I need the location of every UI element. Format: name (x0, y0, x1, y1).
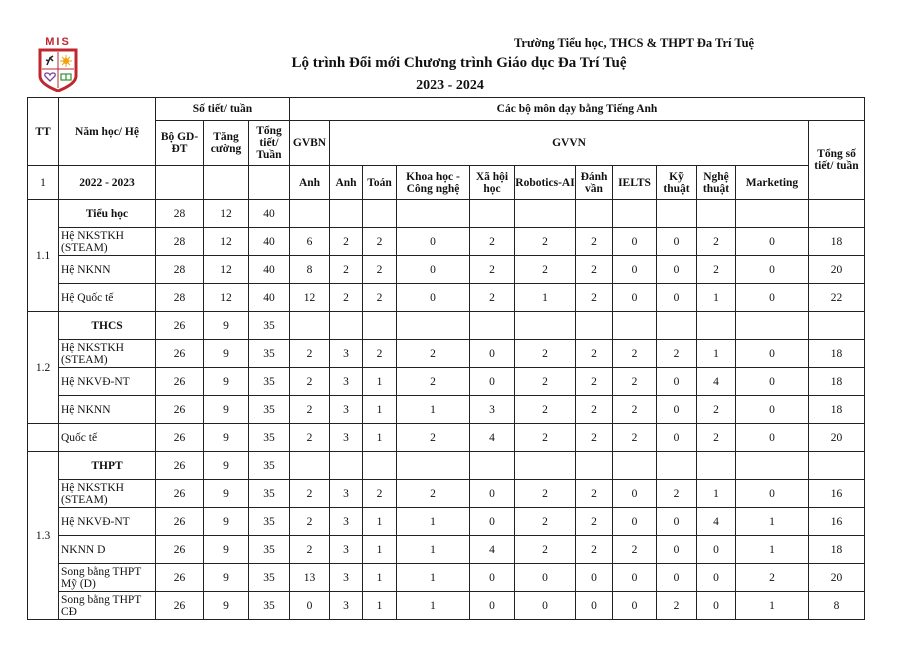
row-value: 1 (697, 480, 736, 508)
group-tc: 9 (204, 312, 249, 340)
group-blank (515, 200, 576, 228)
row-value: 2 (576, 424, 613, 452)
subject-header: Robotics-AI (515, 166, 576, 200)
group-blank (330, 452, 363, 480)
subject-header: Marketing (736, 166, 809, 200)
row-value: 2 (515, 256, 576, 284)
group-bo: 26 (156, 312, 204, 340)
row-value: 0 (515, 592, 576, 620)
group-blank (657, 312, 697, 340)
group-blank (736, 312, 809, 340)
row-bo: 28 (156, 256, 204, 284)
row-label: Hệ NKSTKH (STEAM) (59, 340, 156, 368)
row-value: 3 (330, 536, 363, 564)
subject-header: Toán (363, 166, 397, 200)
row-label: Hệ NKVĐ-NT (59, 368, 156, 396)
row-value: 2 (515, 228, 576, 256)
row-value: 0 (397, 284, 470, 312)
row-value: 1 (736, 592, 809, 620)
row-value: 2 (576, 536, 613, 564)
row-value: 8 (290, 256, 330, 284)
group-tt: 1.1 (28, 200, 59, 312)
row-value: 1 (363, 564, 397, 592)
row-tc: 9 (204, 536, 249, 564)
group-blank (697, 200, 736, 228)
row-value: 0 (470, 592, 515, 620)
subject-header: Xã hội học (470, 166, 515, 200)
row-tc: 12 (204, 284, 249, 312)
row-value: 2 (290, 508, 330, 536)
row-value: 2 (613, 368, 657, 396)
row-value: 1 (697, 284, 736, 312)
group-tc: 12 (204, 200, 249, 228)
row-label: Quốc tế (59, 424, 156, 452)
row-total: 20 (809, 256, 865, 284)
group-bo: 28 (156, 200, 204, 228)
bo-gd-header: Bộ GD-ĐT (156, 121, 204, 166)
row-value: 2 (363, 256, 397, 284)
row-value: 0 (657, 396, 697, 424)
row-value: 2 (576, 340, 613, 368)
group-row (28, 452, 865, 480)
group-blank (613, 452, 657, 480)
group-blank (657, 452, 697, 480)
row-value: 0 (290, 592, 330, 620)
group-blank (363, 452, 397, 480)
group-blank (470, 312, 515, 340)
row-value: 2 (613, 396, 657, 424)
row-label: NKNN D (59, 536, 156, 564)
row-value: 0 (470, 368, 515, 396)
row-value: 0 (613, 256, 657, 284)
row-value: 0 (613, 508, 657, 536)
row-tc: 9 (204, 368, 249, 396)
row-value: 0 (470, 564, 515, 592)
row-value: 1 (363, 368, 397, 396)
table-row (28, 340, 865, 368)
row-value: 2 (397, 480, 470, 508)
row-tc: 9 (204, 424, 249, 452)
row-value: 2 (363, 228, 397, 256)
row-bo: 28 (156, 284, 204, 312)
row-value: 2 (576, 368, 613, 396)
table-row (28, 564, 865, 592)
row-label: Hệ NKSTKH (STEAM) (59, 228, 156, 256)
group-blank (330, 312, 363, 340)
row-total: 18 (809, 340, 865, 368)
row-value: 2 (363, 284, 397, 312)
row-label: Hệ NKNN (59, 396, 156, 424)
row-value: 2 (657, 592, 697, 620)
group-tt: 1.2 (28, 312, 59, 424)
subject-header: Khoa học - Công nghệ (397, 166, 470, 200)
row-total: 20 (809, 564, 865, 592)
row-tc: 9 (204, 396, 249, 424)
row-tc: 9 (204, 480, 249, 508)
row-value: 0 (576, 592, 613, 620)
group-blank (809, 452, 865, 480)
group-blank (736, 200, 809, 228)
subject-header: IELTS (613, 166, 657, 200)
table-row (28, 592, 865, 620)
header-row-1 (28, 98, 865, 121)
row-value: 1 (363, 508, 397, 536)
table-row (28, 368, 865, 396)
group-blank (470, 200, 515, 228)
row-value: 0 (613, 284, 657, 312)
row-value: 2 (697, 256, 736, 284)
row-value: 2 (397, 368, 470, 396)
tong-tiet-header: Tổng tiết/ Tuần (249, 121, 290, 166)
row-bo: 26 (156, 340, 204, 368)
group-blank (515, 312, 576, 340)
row-bo: 26 (156, 508, 204, 536)
row-value: 0 (397, 228, 470, 256)
row-value: 3 (330, 396, 363, 424)
row-value: 0 (657, 256, 697, 284)
group-blank (363, 312, 397, 340)
year-row-blank (249, 166, 290, 200)
row-value: 2 (330, 256, 363, 284)
row-label: Song bằng THPT Mỹ (D) (59, 564, 156, 592)
row-label: Hệ NKNN (59, 256, 156, 284)
row-value: 2 (397, 340, 470, 368)
year-row-tt: 1 (28, 166, 59, 200)
group-blank (397, 452, 470, 480)
row-value: 0 (736, 396, 809, 424)
row-label: Hệ Quốc tế (59, 284, 156, 312)
row-tc: 9 (204, 592, 249, 620)
row-value: 2 (363, 480, 397, 508)
group-blank (613, 312, 657, 340)
row-value: 0 (657, 284, 697, 312)
row-value: 0 (736, 284, 809, 312)
row-total: 8 (809, 592, 865, 620)
row-bo: 26 (156, 564, 204, 592)
row-tc: 9 (204, 340, 249, 368)
row-bo: 26 (156, 592, 204, 620)
row-value: 1 (397, 508, 470, 536)
row-value: 2 (576, 256, 613, 284)
group-bo: 26 (156, 452, 204, 480)
row-value: 2 (515, 340, 576, 368)
group-blank (809, 200, 865, 228)
row-bo: 26 (156, 368, 204, 396)
row-total: 22 (809, 284, 865, 312)
row-value: 2 (397, 424, 470, 452)
row-value: 0 (657, 508, 697, 536)
row-value: 0 (470, 508, 515, 536)
document-title-text: Lộ trình Đổi mới Chương trình Giáo dục Đa Trí Tuệ (291, 55, 627, 71)
table-row (28, 536, 865, 564)
row-value: 2 (330, 228, 363, 256)
row-value: 0 (736, 424, 809, 452)
row-total: 18 (809, 368, 865, 396)
row-value: 0 (697, 564, 736, 592)
row-tong: 35 (249, 340, 290, 368)
header-row-3 (28, 166, 865, 200)
row-tong: 35 (249, 368, 290, 396)
logo-text: MIS (45, 36, 71, 48)
group-blank (809, 312, 865, 340)
row-value: 4 (470, 424, 515, 452)
row-value: 0 (657, 228, 697, 256)
row-value: 3 (330, 480, 363, 508)
row-value: 2 (576, 396, 613, 424)
row-value: 0 (697, 592, 736, 620)
row-value: 4 (697, 368, 736, 396)
row-tc: 9 (204, 564, 249, 592)
row-value: 3 (330, 340, 363, 368)
row-tong: 35 (249, 508, 290, 536)
row-value: 2 (613, 424, 657, 452)
row-value: 4 (697, 508, 736, 536)
row-value: 0 (736, 228, 809, 256)
row-value: 3 (330, 564, 363, 592)
group-tong: 40 (249, 200, 290, 228)
row-value: 0 (470, 340, 515, 368)
row-label: Hệ NKVĐ-NT (59, 508, 156, 536)
row-value: 0 (736, 256, 809, 284)
row-value: 2 (290, 536, 330, 564)
row-value: 2 (657, 480, 697, 508)
group-tong: 35 (249, 452, 290, 480)
row-tt-blank (28, 424, 59, 452)
row-total: 16 (809, 480, 865, 508)
group-blank (330, 200, 363, 228)
row-value: 2 (697, 228, 736, 256)
group-blank (515, 452, 576, 480)
row-value: 1 (736, 536, 809, 564)
row-bo: 26 (156, 424, 204, 452)
row-value: 1 (397, 564, 470, 592)
subject-header: Kỹ thuật (657, 166, 697, 200)
row-total: 18 (809, 396, 865, 424)
row-value: 2 (290, 340, 330, 368)
gvvn-header: GVVN (330, 121, 809, 166)
group-blank (613, 200, 657, 228)
curriculum-table (27, 97, 865, 620)
year-row-label: 2022 - 2023 (59, 166, 156, 200)
row-value: 3 (330, 592, 363, 620)
row-value: 0 (397, 256, 470, 284)
row-value: 2 (613, 340, 657, 368)
row-value: 2 (363, 340, 397, 368)
row-total: 20 (809, 424, 865, 452)
col-nam-hoc-header: Năm học/ Hệ (59, 98, 156, 166)
row-value: 0 (613, 480, 657, 508)
row-value: 2 (470, 284, 515, 312)
row-value: 3 (330, 368, 363, 396)
row-value: 2 (613, 536, 657, 564)
group-blank (290, 200, 330, 228)
row-value: 6 (290, 228, 330, 256)
row-bo: 26 (156, 480, 204, 508)
row-tong: 35 (249, 424, 290, 452)
row-tong: 35 (249, 536, 290, 564)
row-tong: 40 (249, 256, 290, 284)
group-name: Tiểu học (59, 200, 156, 228)
tang-cuong-header: Tăng cường (204, 121, 249, 166)
group-blank (470, 452, 515, 480)
row-value: 2 (290, 368, 330, 396)
row-tc: 12 (204, 256, 249, 284)
row-tong: 35 (249, 480, 290, 508)
row-label: Hệ NKSTKH (STEAM) (59, 480, 156, 508)
row-value: 3 (330, 508, 363, 536)
row-value: 1 (515, 284, 576, 312)
row-total: 18 (809, 536, 865, 564)
group-blank (576, 200, 613, 228)
group-blank (290, 312, 330, 340)
row-value: 2 (290, 480, 330, 508)
row-value: 0 (657, 368, 697, 396)
row-tc: 12 (204, 228, 249, 256)
row-tong: 40 (249, 228, 290, 256)
row-value: 12 (290, 284, 330, 312)
group-blank (290, 452, 330, 480)
row-value: 2 (697, 396, 736, 424)
cac-bo-mon-header: Các bộ môn dạy bằng Tiếng Anh (290, 98, 865, 121)
academic-year: 2023 - 2024 (416, 78, 484, 93)
group-blank (576, 452, 613, 480)
row-value: 0 (470, 480, 515, 508)
table-row (28, 228, 865, 256)
group-blank (657, 200, 697, 228)
row-value: 2 (515, 424, 576, 452)
row-value: 0 (613, 228, 657, 256)
table-row (28, 256, 865, 284)
row-bo: 26 (156, 396, 204, 424)
group-blank (576, 312, 613, 340)
group-blank (397, 200, 470, 228)
table-row (28, 508, 865, 536)
row-value: 0 (613, 564, 657, 592)
row-value: 2 (515, 368, 576, 396)
so-tiet-header: Số tiết/ tuần (156, 98, 290, 121)
subject-header: Nghệ thuật (697, 166, 736, 200)
row-value: 0 (736, 368, 809, 396)
row-value: 0 (657, 424, 697, 452)
row-value: 0 (613, 592, 657, 620)
row-value: 2 (330, 284, 363, 312)
row-value: 1 (397, 592, 470, 620)
group-blank (736, 452, 809, 480)
row-bo: 28 (156, 228, 204, 256)
row-value: 1 (363, 536, 397, 564)
group-tc: 9 (204, 452, 249, 480)
row-tong: 40 (249, 284, 290, 312)
row-value: 3 (470, 396, 515, 424)
row-tong: 35 (249, 396, 290, 424)
row-total: 16 (809, 508, 865, 536)
group-blank (697, 452, 736, 480)
row-value: 0 (736, 340, 809, 368)
tong-so-header: Tổng số tiết/ tuần (809, 121, 865, 200)
group-tong: 35 (249, 312, 290, 340)
row-value: 2 (657, 340, 697, 368)
row-value: 2 (290, 396, 330, 424)
row-value: 0 (657, 564, 697, 592)
row-value: 0 (576, 564, 613, 592)
row-value: 2 (576, 284, 613, 312)
table-row (28, 424, 865, 452)
row-value: 13 (290, 564, 330, 592)
row-value: 1 (397, 396, 470, 424)
row-value: 1 (397, 536, 470, 564)
row-value: 2 (470, 228, 515, 256)
row-value: 2 (515, 396, 576, 424)
group-blank (697, 312, 736, 340)
group-tt: 1.3 (28, 452, 59, 620)
gvbn-header: GVBN (290, 121, 330, 166)
table-row (28, 480, 865, 508)
row-value: 1 (363, 424, 397, 452)
row-tong: 35 (249, 592, 290, 620)
table-row (28, 396, 865, 424)
row-value: 2 (470, 256, 515, 284)
subject-header: Đánh vần (576, 166, 613, 200)
group-name: THPT (59, 452, 156, 480)
row-total: 18 (809, 228, 865, 256)
row-value: 3 (330, 424, 363, 452)
row-value: 2 (290, 424, 330, 452)
row-tong: 35 (249, 564, 290, 592)
group-name: THCS (59, 312, 156, 340)
row-value: 2 (515, 536, 576, 564)
row-value: 4 (470, 536, 515, 564)
row-value: 0 (657, 536, 697, 564)
row-value: 2 (576, 480, 613, 508)
subject-header: Anh (290, 166, 330, 200)
row-value: 2 (576, 228, 613, 256)
row-value: 0 (515, 564, 576, 592)
row-value: 1 (363, 396, 397, 424)
school-name: Trường Tiểu học, THCS & THPT Đa Trí Tuệ (514, 36, 755, 50)
row-value: 2 (576, 508, 613, 536)
row-value: 2 (736, 564, 809, 592)
year-row-blank (156, 166, 204, 200)
year-row-blank (204, 166, 249, 200)
row-label: Song bằng THPT CĐ (59, 592, 156, 620)
row-tc: 9 (204, 508, 249, 536)
group-row (28, 312, 865, 340)
col-tt-header: TT (28, 98, 59, 166)
row-value: 0 (697, 536, 736, 564)
row-bo: 26 (156, 536, 204, 564)
group-blank (363, 200, 397, 228)
row-value: 1 (363, 592, 397, 620)
group-blank (397, 312, 470, 340)
group-row (28, 200, 865, 228)
row-value: 2 (515, 508, 576, 536)
row-value: 0 (736, 480, 809, 508)
document-title (0, 55, 900, 72)
table-row (28, 284, 865, 312)
row-value: 2 (515, 480, 576, 508)
row-value: 1 (736, 508, 809, 536)
subject-header: Anh (330, 166, 363, 200)
row-value: 1 (697, 340, 736, 368)
row-value: 2 (697, 424, 736, 452)
